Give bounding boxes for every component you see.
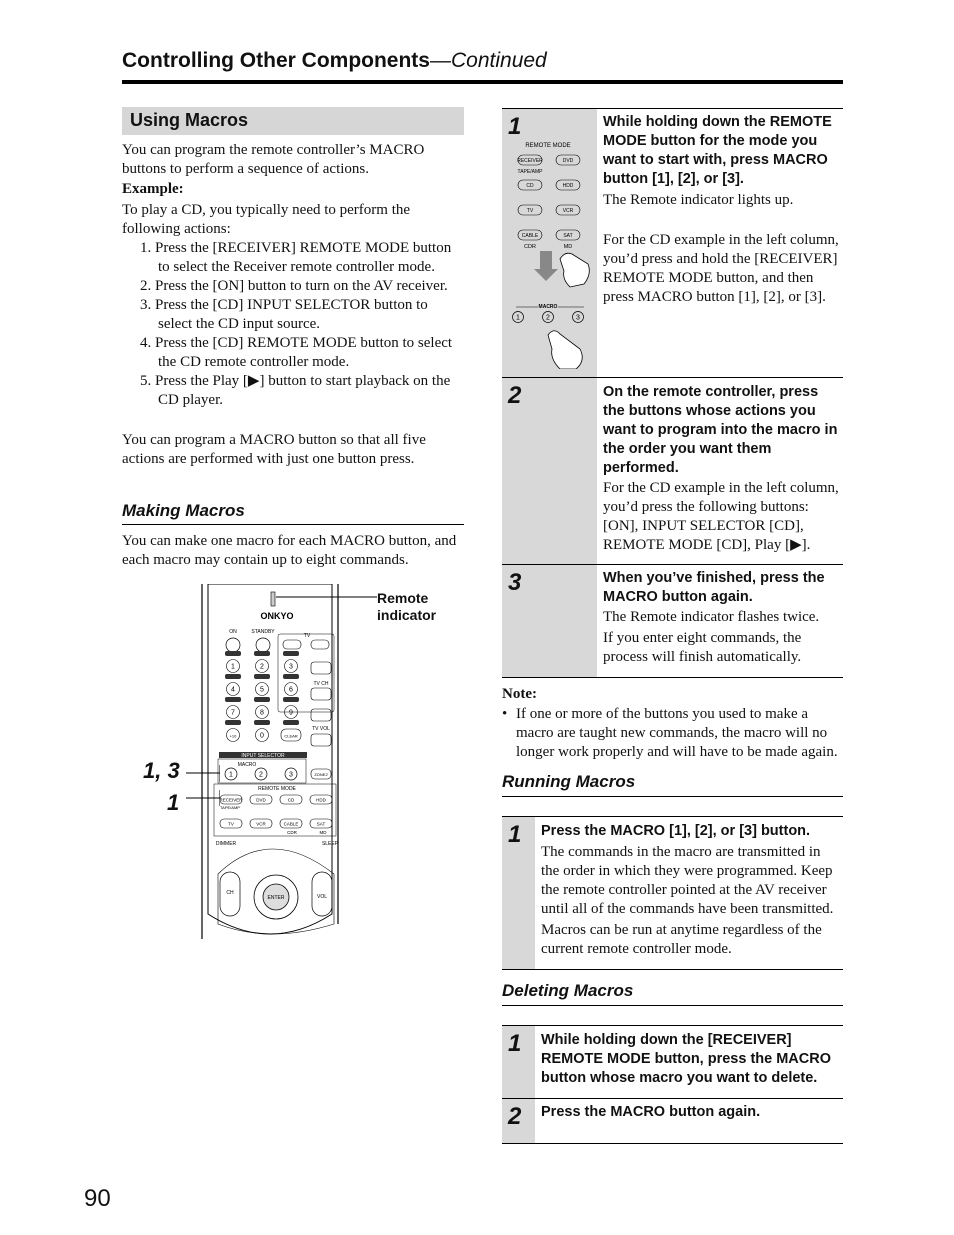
macro-button-2 (543, 312, 554, 323)
arrow-down-icon (534, 251, 558, 281)
remote-mode-macro-figure (510, 139, 595, 369)
step-instruction: While holding down the [RECEIVER] REMOTE MODE button, press the MACRO button whose macro you want to delete. (541, 1032, 831, 1086)
step-detail: The commands in the macro are transmitted in the order in which they were programmed. Keep the remote controller pointed at the AV receiver until all of the commands have been transmitted. (541, 844, 834, 917)
svg-text:1: 1 (229, 771, 233, 779)
header-continued: —Continued (429, 49, 547, 72)
svg-text:SAT: SAT (316, 821, 326, 827)
macro-paragraph: You can program a MACRO button so that all five actions are performed with just one button press. (122, 432, 426, 467)
step-row (502, 1026, 843, 1099)
example-label: Example: (122, 181, 184, 197)
page-header-title (122, 49, 547, 73)
deleting-macros-rule (502, 1005, 843, 1006)
step-number: 1 (508, 821, 522, 848)
note-bullet: • (502, 706, 508, 722)
svg-text:CD: CD (287, 797, 295, 803)
macro-button-3 (573, 312, 584, 323)
svg-text:TV CH: TV CH (313, 681, 329, 687)
step-detail: For the CD example in the left column, you’d press and hold the [RECEIVER] REMOTE MODE button, and then press MACRO button [1], [2], or [3]. (603, 232, 839, 305)
step-number: 1 (508, 1030, 522, 1057)
remote-controller-figure (200, 584, 340, 939)
svg-text:DVD: DVD (256, 797, 266, 803)
step-instruction: On the remote controller, press the buttons whose actions you want to program into the macro in the order you want them performed. (603, 384, 838, 476)
mode-button (518, 230, 542, 240)
svg-text:CLEAR: CLEAR (284, 733, 298, 739)
mode-button (556, 180, 580, 190)
section-title: Using Macros (130, 110, 249, 130)
mode-button (518, 205, 542, 215)
header-title-text: Controlling Other Components (122, 49, 430, 72)
step-instruction: Press the MACRO [1], [2], or [3] button. (541, 823, 811, 839)
step-detail: For the CD example in the left column, you’d press the following buttons: [ON], INPUT SELECTOR [CD], REMOTE MODE [CD], Play [▶]. (603, 480, 839, 553)
note-text (502, 705, 843, 762)
svg-text:CD: CD (526, 183, 534, 189)
svg-text:3: 3 (289, 771, 293, 779)
note-label: Note: (502, 686, 537, 702)
svg-text:CH: CH (226, 890, 234, 896)
step-result: The Remote indicator flashes twice. (603, 609, 820, 625)
svg-text:8: 8 (260, 709, 264, 717)
hand-pointer-icon (548, 331, 582, 369)
svg-text:RECEIVER: RECEIVER (219, 797, 243, 803)
svg-text:6: 6 (289, 686, 293, 694)
remote-indicator-label: Remote indicator (377, 590, 437, 623)
intro-paragraph: You can program the remote controller’s MACRO buttons to perform a sequence of actions. (122, 142, 425, 177)
svg-text:MACRO: MACRO (538, 304, 558, 310)
header-rule (122, 80, 843, 84)
mode-button (556, 230, 580, 240)
mode-button (517, 155, 543, 165)
svg-text:VOL: VOL (316, 894, 328, 900)
step-detail: If you enter eight commands, the process will finish automatically. (603, 630, 802, 665)
mode-button (518, 180, 542, 190)
step-row (502, 378, 843, 565)
step-instruction: When you’ve finished, press the MACRO button again. (603, 570, 825, 605)
svg-text:9: 9 (289, 709, 293, 717)
svg-text:VCR: VCR (562, 208, 574, 214)
svg-text:4: 4 (231, 686, 235, 694)
svg-text:3: 3 (289, 663, 293, 671)
step-number: 2 (508, 382, 522, 409)
svg-text:DIMMER: DIMMER (215, 841, 237, 847)
example-steps (140, 239, 464, 410)
svg-text:DVD: DVD (562, 158, 574, 164)
running-macros-heading: Running Macros (502, 772, 636, 791)
making-macros-paragraph: You can make one macro for each MACRO button, and each macro may contain up to eight commands. (122, 533, 457, 568)
step-row (502, 1099, 843, 1144)
svg-text:0: 0 (260, 732, 264, 740)
svg-text:MACRO: MACRO (237, 762, 257, 768)
example-step: 5. Press the Play [▶] button to start playback on the CD player. (140, 373, 451, 408)
step-result: The Remote indicator lights up. (603, 192, 794, 208)
svg-text:TV: TV (303, 633, 311, 639)
svg-text:VCR: VCR (256, 821, 266, 827)
svg-text:ZONE2: ZONE2 (314, 772, 328, 777)
svg-text:1: 1 (516, 314, 520, 322)
callout-1: 1 (167, 790, 180, 815)
hand-pointer-icon (560, 253, 589, 287)
mode-button (556, 205, 580, 215)
making-macros-rule (122, 524, 464, 525)
svg-text:HDD: HDD (562, 183, 574, 189)
svg-text:CABLE: CABLE (521, 233, 539, 239)
section-heading (122, 107, 464, 135)
running-macros-rule (502, 796, 843, 797)
svg-text:SAT: SAT (563, 233, 573, 239)
deleting-macros-heading: Deleting Macros (502, 981, 634, 1000)
svg-text:SLEEP: SLEEP (321, 841, 339, 847)
svg-text:5: 5 (260, 686, 264, 694)
step-detail: Macros can be run at anytime regardless of the current remote controller mode. (541, 922, 822, 957)
svg-text:STANDBY: STANDBY (251, 629, 275, 635)
svg-text:2: 2 (546, 314, 550, 322)
remote-indicator-leader (276, 596, 377, 598)
step-row (502, 109, 843, 378)
example-step: 3. Press the [CD] INPUT SELECTOR button to select the CD input source. (140, 297, 428, 332)
svg-text:MD: MD (319, 830, 327, 835)
running-macros-steps (502, 816, 843, 969)
note-body: If one or more of the buttons you used to make a macro are taught new commands, the macro will no longer work properly and will have to be made again. (516, 706, 838, 760)
example-step: 2. Press the [ON] button to turn on the AV receiver. (140, 278, 448, 294)
step-row (502, 817, 843, 970)
svg-text:CDR: CDR (524, 244, 536, 250)
brand-logo: ONKYO (260, 611, 294, 621)
deleting-macros-steps (502, 1025, 843, 1144)
svg-text:1: 1 (231, 663, 235, 671)
example-text: To play a CD, you typically need to perform the following actions: (122, 202, 411, 237)
step-row (502, 565, 843, 678)
svg-text:TV VOL: TV VOL (312, 726, 330, 732)
step-number: 3 (508, 569, 522, 596)
step-number: 2 (508, 1103, 522, 1130)
svg-text:INPUT SELECTOR: INPUT SELECTOR (241, 753, 285, 759)
callout-1-3: 1, 3 (143, 758, 180, 783)
step-instruction: Press the MACRO button again. (541, 1104, 761, 1120)
mode-button (556, 155, 580, 165)
callout-leaders (186, 762, 220, 808)
svg-text:2: 2 (259, 771, 263, 779)
example-step: 4. Press the [CD] REMOTE MODE button to select the CD remote controller mode. (140, 335, 453, 370)
svg-text:TAPE/AMP: TAPE/AMP (220, 805, 240, 810)
making-macros-heading: Making Macros (122, 501, 245, 520)
svg-text:REMOTE MODE: REMOTE MODE (525, 143, 571, 149)
example-step: 1. Press the [RECEIVER] REMOTE MODE button to select the Receiver remote controller mode. (140, 240, 452, 275)
svg-text:+10: +10 (229, 733, 237, 739)
svg-text:RECEIVER: RECEIVER (517, 158, 543, 164)
page-number: 90 (84, 1185, 111, 1212)
step-number: 1 (508, 113, 522, 140)
svg-text:MD: MD (563, 244, 573, 250)
svg-text:ON: ON (229, 629, 237, 635)
remote-indicator-led (271, 592, 275, 606)
svg-text:3: 3 (576, 314, 580, 322)
svg-text:7: 7 (231, 709, 235, 717)
macro-button-1 (513, 312, 524, 323)
svg-text:CDR: CDR (287, 830, 297, 835)
svg-text:TV: TV (526, 208, 534, 214)
using-macros-steps (502, 108, 843, 679)
svg-text:ENTER: ENTER (267, 895, 285, 901)
svg-text:CABLE: CABLE (283, 821, 299, 827)
svg-text:HDD: HDD (316, 797, 326, 803)
svg-text:2: 2 (260, 663, 264, 671)
svg-text:REMOTE MODE: REMOTE MODE (258, 786, 296, 792)
step-instruction: While holding down the REMOTE MODE button for the mode you want to start with, press MACRO button [1], [2], or [3]. (603, 114, 832, 187)
svg-text:TAPE/AMP: TAPE/AMP (517, 169, 543, 175)
svg-text:TV: TV (228, 821, 234, 827)
